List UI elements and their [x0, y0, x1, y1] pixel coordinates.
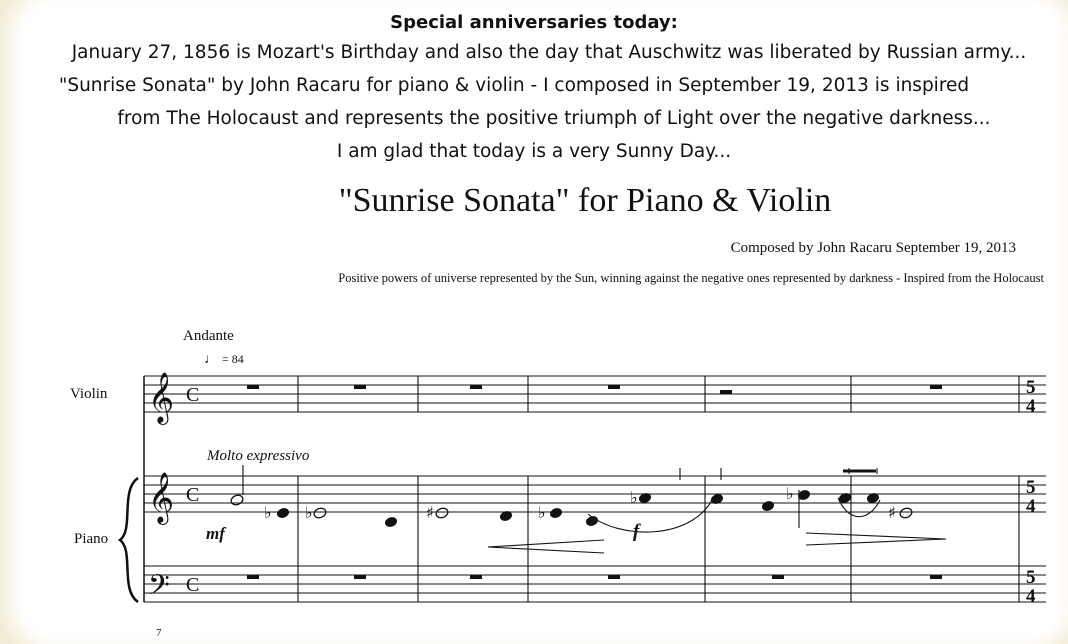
- svg-text:♭: ♭: [786, 484, 794, 503]
- dynamic-mf: mf: [206, 524, 225, 543]
- common-time-icon: C: [186, 484, 200, 506]
- svg-text:♯: ♯: [888, 503, 896, 522]
- expression-marking: Molto expressivo: [207, 448, 310, 464]
- noteheads: [230, 489, 913, 527]
- dynamic-f: f: [633, 521, 640, 542]
- svg-text:♯: ♯: [426, 503, 434, 522]
- time-signature-5-4: [1026, 377, 1036, 607]
- svg-text:5: 5: [1026, 567, 1036, 588]
- quarter-note-icon: ♩: [204, 352, 218, 367]
- score-title: "Sunrise Sonata" for Piano & Violin: [338, 182, 832, 219]
- piano-bass-staff: [144, 566, 1046, 602]
- svg-text:5: 5: [1026, 477, 1036, 498]
- composer-credit: Composed by John Racaru September 19, 2013: [730, 240, 1016, 256]
- intro-line-4: I am glad that today is a very Sunny Day...: [336, 141, 732, 162]
- piano-barlines: [298, 476, 1019, 602]
- svg-text:♭: ♭: [305, 503, 313, 522]
- intro-line-1: January 27, 1856 is Mozart's Birthday and also the day that Auschwitz was liberated by Russian army...: [71, 42, 1027, 63]
- page-number: 7: [156, 627, 162, 639]
- whole-rests: [247, 385, 942, 579]
- common-time-icon: C: [186, 574, 200, 596]
- metronome-value: = 84: [222, 352, 244, 366]
- svg-text:♭: ♭: [538, 503, 546, 522]
- svg-text:4: 4: [1026, 586, 1036, 607]
- instrument-label-violin: Violin: [70, 386, 108, 402]
- treble-clef-icon: 𝄞: [148, 472, 175, 523]
- intro-headline: Special anniversaries today:: [390, 12, 678, 33]
- treble-clef-icon: 𝄞: [148, 372, 175, 423]
- piano-brace: [120, 478, 138, 602]
- svg-text:5: 5: [1026, 377, 1036, 398]
- slur-1: [588, 500, 712, 532]
- score-subtitle: Positive powers of universe represented by the Sun, winning against the negative ones represented by darkness - Inspired from the Holocaust: [338, 271, 1044, 285]
- intro-line-3: from The Holocaust and represents the positive triumph of Light over the negative darkness...: [117, 108, 991, 129]
- intro-line-2: "Sunrise Sonata" by John Racaru for piano & violin - I composed in September 19, 2013 is inspired: [58, 75, 970, 96]
- decrescendo-hairpin: [806, 533, 946, 545]
- crescendo-hairpin: [488, 540, 604, 553]
- svg-text:4: 4: [1026, 396, 1036, 417]
- violin-staff: [144, 376, 1046, 412]
- bass-clef-icon: 𝄢: [148, 569, 170, 609]
- svg-text:♭: ♭: [630, 488, 638, 507]
- piano-treble-staff: [144, 476, 1046, 512]
- svg-text:4: 4: [1026, 496, 1036, 517]
- tempo-marking: Andante: [183, 328, 234, 344]
- svg-text:♭: ♭: [264, 503, 272, 522]
- common-time-icon: C: [186, 384, 200, 406]
- instrument-label-piano: Piano: [74, 531, 109, 547]
